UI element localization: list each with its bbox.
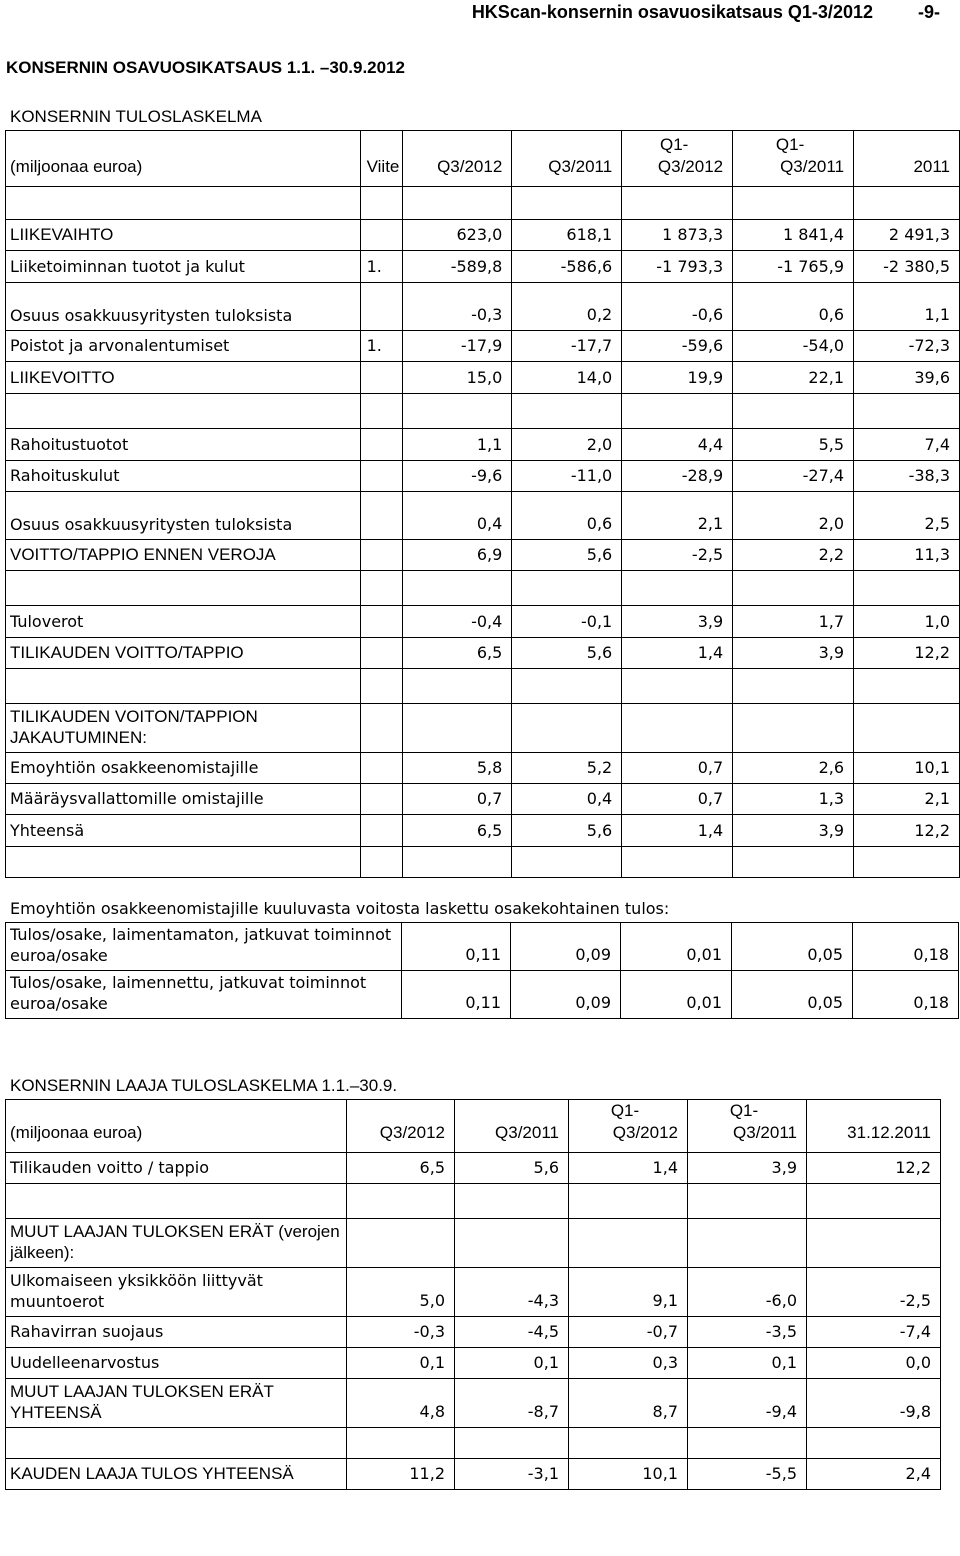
- note-ref: [360, 669, 403, 704]
- value-cell: 3,9: [688, 1153, 807, 1184]
- value-cell: 1,0: [854, 606, 960, 638]
- value-cell: 618,1: [512, 220, 622, 251]
- value-cell: [622, 847, 733, 878]
- note-ref: 1.: [360, 331, 403, 362]
- value-cell: 0,05: [732, 923, 853, 971]
- table-header-row: [6, 131, 960, 187]
- report-title: KONSERNIN OSAVUOSIKATSAUS 1.1. –30.9.2012: [6, 58, 406, 77]
- note-ref: [360, 638, 403, 669]
- value-cell: -8,7: [455, 1379, 569, 1428]
- value-cell: [807, 1219, 941, 1268]
- table-header-row: [6, 1100, 941, 1153]
- eps-title: Emoyhtiön osakkeenomistajille kuuluvasta voitosta laskettu osakekohtainen tulos:: [10, 899, 670, 918]
- table-row: [6, 1153, 941, 1184]
- table-row: [6, 571, 960, 606]
- column-header: [455, 1100, 569, 1153]
- table-row: [6, 1219, 941, 1268]
- value-cell: [854, 847, 960, 878]
- value-cell: [512, 669, 622, 704]
- value-cell: [347, 1428, 455, 1459]
- value-cell: -0,6: [622, 283, 733, 331]
- value-cell: 0,6: [512, 492, 622, 540]
- value-cell: [347, 1219, 455, 1268]
- value-cell: [854, 571, 960, 606]
- value-cell: -7,4: [807, 1317, 941, 1348]
- note-ref: [360, 784, 403, 815]
- note-ref: [360, 220, 403, 251]
- value-cell: [512, 394, 622, 429]
- value-cell: 7,4: [854, 429, 960, 461]
- value-cell: [688, 1428, 807, 1459]
- note-ref: [360, 429, 403, 461]
- value-cell: -0,3: [347, 1317, 455, 1348]
- row-label: Rahoituskulut: [6, 461, 361, 492]
- value-cell: -38,3: [854, 461, 960, 492]
- value-cell: -586,6: [512, 251, 622, 283]
- table-row: [6, 784, 960, 815]
- table-row: [6, 638, 960, 669]
- value-cell: 0,3: [569, 1348, 688, 1379]
- note-ref: [360, 815, 403, 847]
- value-cell: 6,9: [403, 540, 512, 571]
- column-header-bottom: Q3/2012: [612, 1123, 678, 1142]
- table-row: [6, 283, 960, 331]
- header-note: Viite: [360, 131, 403, 187]
- page-number: -9-: [918, 2, 940, 22]
- value-cell: 0,7: [622, 753, 733, 784]
- value-cell: [622, 571, 733, 606]
- table-row: [6, 606, 960, 638]
- value-cell: 1,4: [622, 638, 733, 669]
- value-cell: -9,4: [688, 1379, 807, 1428]
- value-cell: 11,3: [854, 540, 960, 571]
- value-cell: -9,6: [403, 461, 512, 492]
- row-label: Rahavirran suojaus: [6, 1317, 347, 1348]
- row-label: LIIKEVOITTO: [6, 362, 361, 394]
- value-cell: [733, 187, 854, 220]
- column-header: [688, 1100, 807, 1153]
- value-cell: 2,0: [512, 429, 622, 461]
- value-cell: 0,7: [622, 784, 733, 815]
- value-cell: -6,0: [688, 1268, 807, 1317]
- table-row: [6, 1428, 941, 1459]
- value-cell: [512, 571, 622, 606]
- value-cell: 9,1: [569, 1268, 688, 1317]
- value-cell: 0,4: [512, 784, 622, 815]
- column-header-bottom: Q3/2012: [437, 157, 503, 176]
- value-cell: [569, 1184, 688, 1219]
- value-cell: -72,3: [854, 331, 960, 362]
- value-cell: 3,9: [733, 638, 854, 669]
- column-header-bottom: Q3/2012: [657, 157, 724, 176]
- comprehensive-table: [5, 1099, 941, 1490]
- row-label: [6, 394, 361, 429]
- value-cell: [347, 1184, 455, 1219]
- table-row: [6, 753, 960, 784]
- value-cell: -3,5: [688, 1317, 807, 1348]
- value-cell: -28,9: [622, 461, 733, 492]
- note-ref: 1.: [360, 251, 403, 283]
- column-header: [569, 1100, 688, 1153]
- value-cell: 2,1: [622, 492, 733, 540]
- row-label: [6, 847, 361, 878]
- value-cell: 5,6: [455, 1153, 569, 1184]
- row-label: Tulos/osake, laimentamaton, jatkuvat toiminnot euroa/osake: [6, 923, 402, 971]
- value-cell: 6,5: [347, 1153, 455, 1184]
- value-cell: 19,9: [622, 362, 733, 394]
- value-cell: [403, 704, 512, 753]
- value-cell: -27,4: [733, 461, 854, 492]
- table-row: [6, 1184, 941, 1219]
- table-row: [6, 461, 960, 492]
- value-cell: [512, 187, 622, 220]
- value-cell: 0,1: [688, 1348, 807, 1379]
- value-cell: -2,5: [807, 1268, 941, 1317]
- column-header: [347, 1100, 455, 1153]
- column-header-top: Q1-: [610, 1101, 640, 1120]
- column-header: [622, 131, 733, 187]
- row-label: [6, 1428, 347, 1459]
- value-cell: 8,7: [569, 1379, 688, 1428]
- table-row: [6, 669, 960, 704]
- row-label: Uudelleenarvostus: [6, 1348, 347, 1379]
- value-cell: 5,5: [733, 429, 854, 461]
- value-cell: 3,9: [622, 606, 733, 638]
- page-header-title: HKScan-konsernin osavuosikatsaus Q1-3/2012: [471, 2, 873, 22]
- value-cell: -17,7: [512, 331, 622, 362]
- table-row: [6, 429, 960, 461]
- value-cell: 1,1: [403, 429, 512, 461]
- table-row: [6, 1459, 941, 1490]
- row-label: Määräysvallattomille omistajille: [6, 784, 361, 815]
- value-cell: 1,3: [733, 784, 854, 815]
- row-label: Yhteensä: [6, 815, 361, 847]
- table-row: [6, 1348, 941, 1379]
- table-row: [6, 331, 960, 362]
- table-row: [6, 1317, 941, 1348]
- value-cell: 4,8: [347, 1379, 455, 1428]
- value-cell: 0,7: [403, 784, 512, 815]
- note-ref: [360, 847, 403, 878]
- page-header: [472, 2, 940, 23]
- value-cell: [569, 1428, 688, 1459]
- value-cell: -17,9: [403, 331, 512, 362]
- column-header: [854, 131, 960, 187]
- eps-table: [5, 922, 959, 1019]
- table-row: [6, 492, 960, 540]
- value-cell: 0,2: [512, 283, 622, 331]
- row-label: Ulkomaiseen yksikköön liittyvät muuntoerot: [6, 1268, 347, 1317]
- column-header-bottom: 31.12.2011: [847, 1123, 931, 1142]
- value-cell: 11,2: [347, 1459, 455, 1490]
- column-header-bottom: Q3/2011: [780, 157, 845, 176]
- value-cell: -5,5: [688, 1459, 807, 1490]
- column-header-bottom: Q3/2011: [495, 1123, 559, 1142]
- column-header: [403, 131, 512, 187]
- value-cell: [403, 187, 512, 220]
- row-label: [6, 571, 361, 606]
- value-cell: [733, 847, 854, 878]
- value-cell: 12,2: [807, 1153, 941, 1184]
- income-statement-title: KONSERNIN TULOSLASKELMA: [10, 107, 262, 126]
- row-label: LIIKEVAIHTO: [6, 220, 361, 251]
- value-cell: -0,3: [403, 283, 512, 331]
- value-cell: 5,2: [512, 753, 622, 784]
- value-cell: 0,11: [402, 971, 511, 1019]
- value-cell: [854, 187, 960, 220]
- value-cell: [733, 571, 854, 606]
- value-cell: 2,6: [733, 753, 854, 784]
- value-cell: 1,4: [622, 815, 733, 847]
- table-row: [6, 971, 959, 1019]
- row-label: VOITTO/TAPPIO ENNEN VEROJA: [6, 540, 361, 571]
- table-row: [6, 362, 960, 394]
- header-label: (miljoonaa euroa): [6, 131, 361, 187]
- value-cell: [622, 669, 733, 704]
- value-cell: 0,01: [621, 923, 732, 971]
- note-ref: [360, 394, 403, 429]
- table-row: [6, 704, 960, 753]
- value-cell: 39,6: [854, 362, 960, 394]
- value-cell: 0,09: [511, 923, 621, 971]
- row-label: Poistot ja arvonalentumiset: [6, 331, 361, 362]
- table-row: [6, 540, 960, 571]
- column-header-bottom: Q3/2011: [733, 1123, 797, 1142]
- value-cell: 2,2: [733, 540, 854, 571]
- note-ref: [360, 461, 403, 492]
- value-cell: [733, 669, 854, 704]
- note-ref: [360, 492, 403, 540]
- value-cell: -54,0: [733, 331, 854, 362]
- value-cell: 0,4: [403, 492, 512, 540]
- table-row: [6, 1268, 941, 1317]
- note-ref: [360, 606, 403, 638]
- value-cell: 2,1: [854, 784, 960, 815]
- value-cell: 0,11: [402, 923, 511, 971]
- value-cell: 1,1: [854, 283, 960, 331]
- row-label: TILIKAUDEN VOITTO/TAPPIO: [6, 638, 361, 669]
- value-cell: [403, 847, 512, 878]
- table-row: [6, 220, 960, 251]
- value-cell: 5,8: [403, 753, 512, 784]
- value-cell: [807, 1184, 941, 1219]
- value-cell: [455, 1428, 569, 1459]
- comprehensive-title: KONSERNIN LAAJA TULOSLASKELMA 1.1.–30.9.: [10, 1076, 398, 1095]
- value-cell: -4,3: [455, 1268, 569, 1317]
- value-cell: [622, 187, 733, 220]
- value-cell: 623,0: [403, 220, 512, 251]
- value-cell: -1 793,3: [622, 251, 733, 283]
- value-cell: [854, 704, 960, 753]
- table-row: [6, 187, 960, 220]
- value-cell: [455, 1184, 569, 1219]
- value-cell: 6,5: [403, 815, 512, 847]
- row-label: Tulos/osake, laimennettu, jatkuvat toiminnot euroa/osake: [6, 971, 402, 1019]
- column-header-bottom: Q3/2011: [548, 157, 613, 176]
- row-label: MUUT LAAJAN TULOKSEN ERÄT YHTEENSÄ: [6, 1379, 347, 1428]
- value-cell: 10,1: [854, 753, 960, 784]
- table-row: [6, 1379, 941, 1428]
- value-cell: [622, 394, 733, 429]
- value-cell: 2 491,3: [854, 220, 960, 251]
- value-cell: 6,5: [403, 638, 512, 669]
- column-header-bottom: 2011: [913, 157, 950, 176]
- row-label: Osuus osakkuusyritysten tuloksista: [6, 492, 361, 540]
- value-cell: -2,5: [622, 540, 733, 571]
- value-cell: 12,2: [854, 638, 960, 669]
- value-cell: -0,7: [569, 1317, 688, 1348]
- value-cell: [403, 394, 512, 429]
- value-cell: 10,1: [569, 1459, 688, 1490]
- row-label: [6, 669, 361, 704]
- value-cell: 0,05: [732, 971, 853, 1019]
- note-ref: [360, 571, 403, 606]
- value-cell: [688, 1219, 807, 1268]
- value-cell: 2,0: [733, 492, 854, 540]
- value-cell: [622, 704, 733, 753]
- value-cell: 0,09: [511, 971, 621, 1019]
- value-cell: 0,0: [807, 1348, 941, 1379]
- note-ref: [360, 187, 403, 220]
- row-label: [6, 187, 361, 220]
- value-cell: 0,6: [733, 283, 854, 331]
- value-cell: 14,0: [512, 362, 622, 394]
- value-cell: 0,01: [621, 971, 732, 1019]
- value-cell: 12,2: [854, 815, 960, 847]
- value-cell: -0,1: [512, 606, 622, 638]
- value-cell: [733, 394, 854, 429]
- value-cell: 0,1: [455, 1348, 569, 1379]
- row-label: MUUT LAAJAN TULOKSEN ERÄT (verojen jälkeen):: [6, 1219, 347, 1268]
- value-cell: -0,4: [403, 606, 512, 638]
- table-row: [6, 394, 960, 429]
- note-ref: [360, 362, 403, 394]
- value-cell: 22,1: [733, 362, 854, 394]
- value-cell: 4,4: [622, 429, 733, 461]
- value-cell: -59,6: [622, 331, 733, 362]
- column-header-top: Q1-: [729, 1101, 759, 1120]
- value-cell: -3,1: [455, 1459, 569, 1490]
- value-cell: 2,4: [807, 1459, 941, 1490]
- row-label: Liiketoiminnan tuotot ja kulut: [6, 251, 361, 283]
- value-cell: [569, 1219, 688, 1268]
- row-label: Tilikauden voitto / tappio: [6, 1153, 347, 1184]
- table-row: [6, 847, 960, 878]
- column-header: [807, 1100, 941, 1153]
- value-cell: -1 765,9: [733, 251, 854, 283]
- value-cell: 5,6: [512, 638, 622, 669]
- value-cell: [854, 669, 960, 704]
- row-label: Rahoitustuotot: [6, 429, 361, 461]
- row-label: Tuloverot: [6, 606, 361, 638]
- note-ref: [360, 753, 403, 784]
- column-header: [512, 131, 622, 187]
- value-cell: -9,8: [807, 1379, 941, 1428]
- value-cell: -2 380,5: [854, 251, 960, 283]
- value-cell: 5,0: [347, 1268, 455, 1317]
- value-cell: [455, 1219, 569, 1268]
- value-cell: 2,5: [854, 492, 960, 540]
- value-cell: [403, 669, 512, 704]
- header-label: (miljoonaa euroa): [6, 1100, 347, 1153]
- value-cell: 0,1: [347, 1348, 455, 1379]
- value-cell: -4,5: [455, 1317, 569, 1348]
- income-statement-table: [5, 130, 960, 878]
- column-header-top: Q1-: [660, 135, 689, 154]
- column-header: [733, 131, 854, 187]
- row-label: [6, 1184, 347, 1219]
- table-row: [6, 251, 960, 283]
- value-cell: [512, 847, 622, 878]
- note-ref: [360, 540, 403, 571]
- note-ref: [360, 704, 403, 753]
- value-cell: 15,0: [403, 362, 512, 394]
- value-cell: 1,4: [569, 1153, 688, 1184]
- row-label: Osuus osakkuusyritysten tuloksista: [6, 283, 361, 331]
- value-cell: 1 873,3: [622, 220, 733, 251]
- value-cell: 1,7: [733, 606, 854, 638]
- value-cell: -11,0: [512, 461, 622, 492]
- value-cell: [854, 394, 960, 429]
- row-label: Emoyhtiön osakkeenomistajille: [6, 753, 361, 784]
- value-cell: [512, 704, 622, 753]
- table-row: [6, 923, 959, 971]
- table-row: [6, 815, 960, 847]
- value-cell: 0,18: [853, 923, 959, 971]
- row-label: TILIKAUDEN VOITON/TAPPION JAKAUTUMINEN:: [6, 704, 361, 753]
- value-cell: [733, 704, 854, 753]
- value-cell: [403, 571, 512, 606]
- row-label: KAUDEN LAAJA TULOS YHTEENSÄ: [6, 1459, 347, 1490]
- value-cell: [807, 1428, 941, 1459]
- value-cell: -589,8: [403, 251, 512, 283]
- value-cell: 1 841,4: [733, 220, 854, 251]
- value-cell: 0,18: [853, 971, 959, 1019]
- value-cell: 5,6: [512, 540, 622, 571]
- note-ref: [360, 283, 403, 331]
- value-cell: [688, 1184, 807, 1219]
- value-cell: 5,6: [512, 815, 622, 847]
- value-cell: 3,9: [733, 815, 854, 847]
- column-header-top: Q1-: [775, 135, 805, 154]
- column-header-bottom: Q3/2012: [379, 1123, 445, 1142]
